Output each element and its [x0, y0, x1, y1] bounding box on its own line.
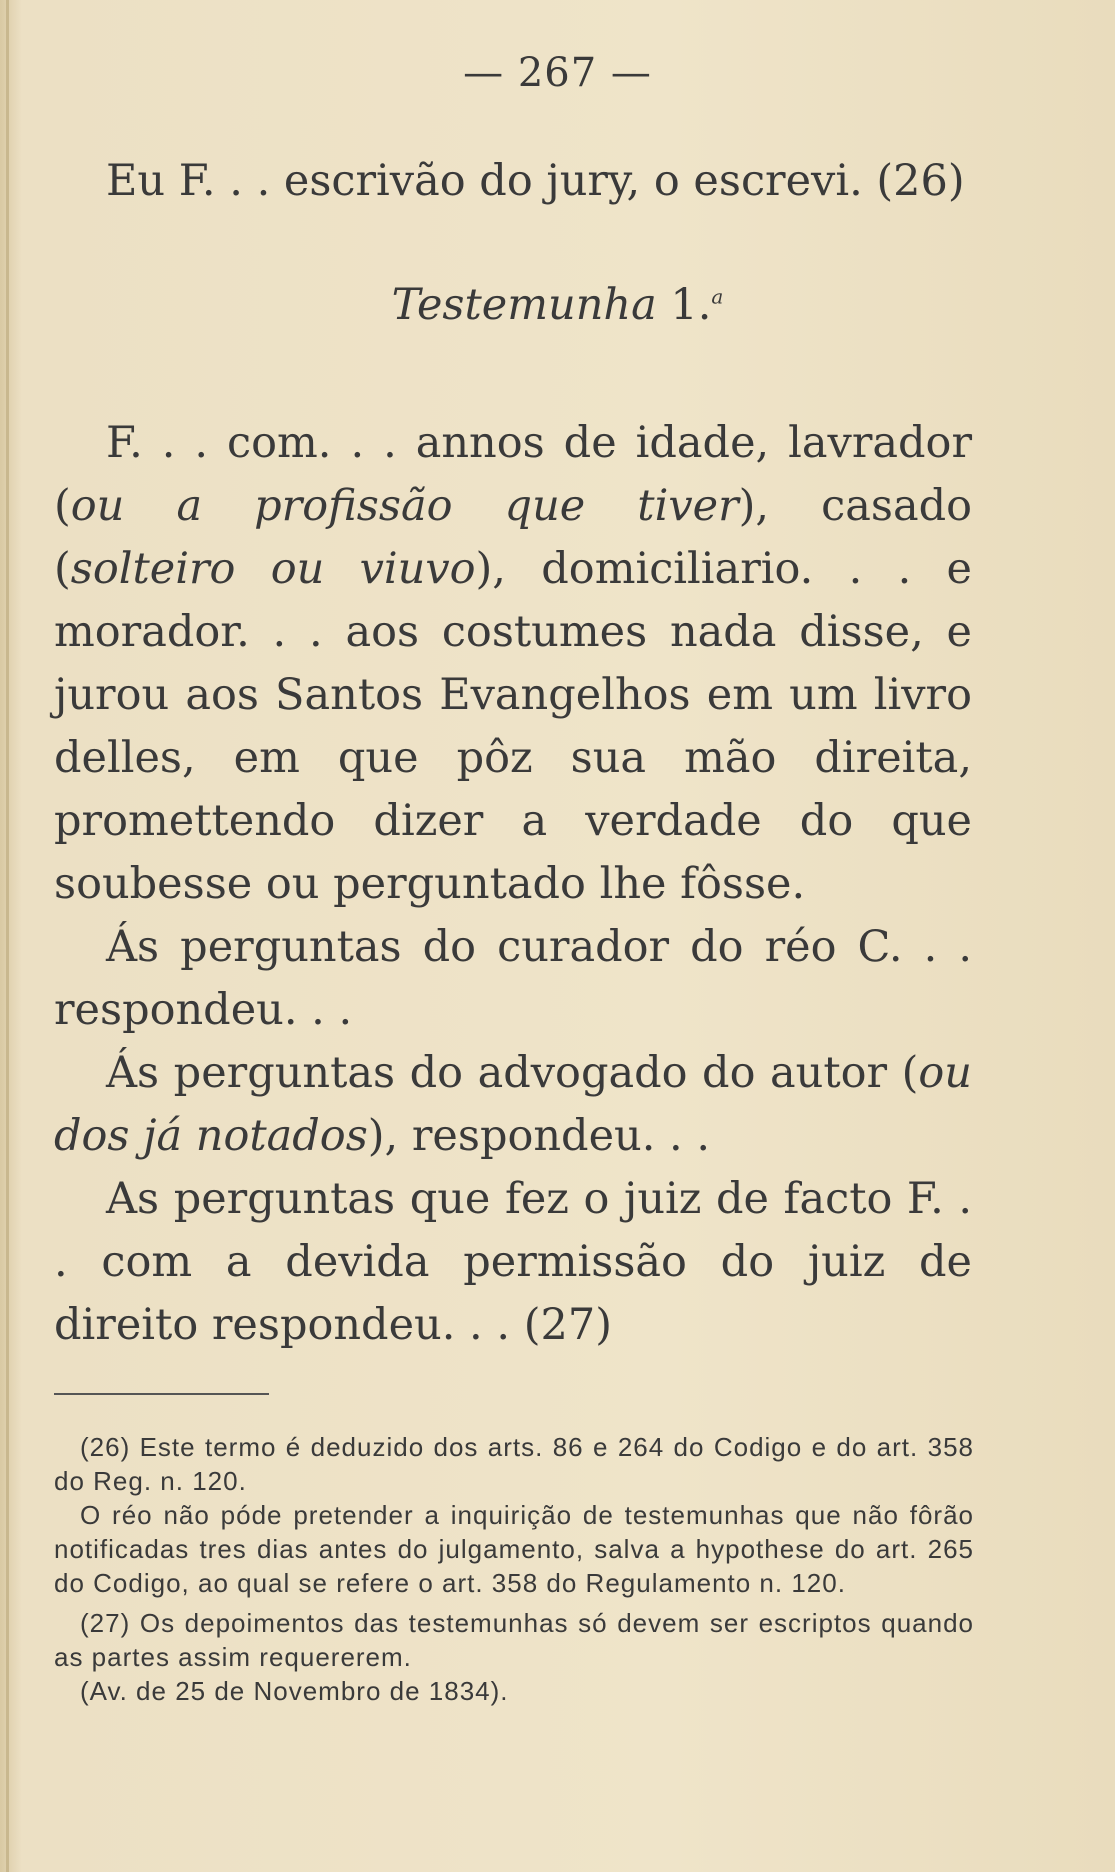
text-run: Ás perguntas do advogado do autor ( [106, 1048, 919, 1098]
body-text [54, 412, 972, 1357]
footnote-26: (26) Este termo é deduzido dos arts. 86 e 264 do Codigo e do art. 358 do Reg. n. 120. [54, 1432, 974, 1496]
section-heading [0, 280, 1115, 330]
footnote-27-reference: (Av. de 25 de Novembro de 1834). [80, 1676, 509, 1706]
italic-run: solteiro ou viuvo [70, 544, 476, 594]
footnote-26-continued: O réo não póde pretender a inquirição de testemunhas que não fôrão notificadas tres dias antes do julgamento, salva a hypothese do art. 265 do Codigo, ao qual se refere o art. 358 do Regulamento n. 120. [54, 1500, 974, 1598]
heading-number: 1. [670, 280, 712, 330]
italic-run: ou dos já notados [54, 1048, 972, 1161]
paragraph [54, 1168, 972, 1357]
italic-run: ou a profissão que tiver [70, 481, 739, 531]
opening-line: Eu F. . . escrivão do jury, o escrevi. (26) [106, 156, 965, 206]
paragraph [54, 916, 972, 1042]
heading-word: Testemunha [391, 280, 657, 330]
footnote-rule [54, 1393, 269, 1395]
text-run: ), domiciliario. . . e morador. . . aos costumes nada disse, e jurou aos Santos Evangelhos em um livro delles, em que pôz sua mão direita, promettendo dizer a verdade do que soubesse ou perguntado lhe fôsse. [54, 544, 973, 909]
heading-ordinal: a [711, 284, 724, 309]
text-run: F. . . com. . . annos de idade, lavrador ( [54, 418, 972, 531]
footnotes [54, 1430, 974, 1708]
footnote-27: (27) Os depoimentos das testemunhas só devem ser escriptos quando as partes assim requererem. [54, 1608, 974, 1672]
paragraph [54, 1042, 972, 1168]
text-run: ), casado ( [54, 481, 973, 594]
text-run: Ás perguntas do curador do réo C. . . respondeu. . . [54, 922, 972, 1035]
page-number: — 267 — [463, 50, 652, 96]
text-run: ), respondeu. . . [367, 1111, 711, 1161]
text-run: As perguntas que fez o juiz de facto F. . . com a devida permissão do juiz de direito respondeu. . . (27) [54, 1174, 972, 1350]
paragraph [54, 412, 972, 916]
